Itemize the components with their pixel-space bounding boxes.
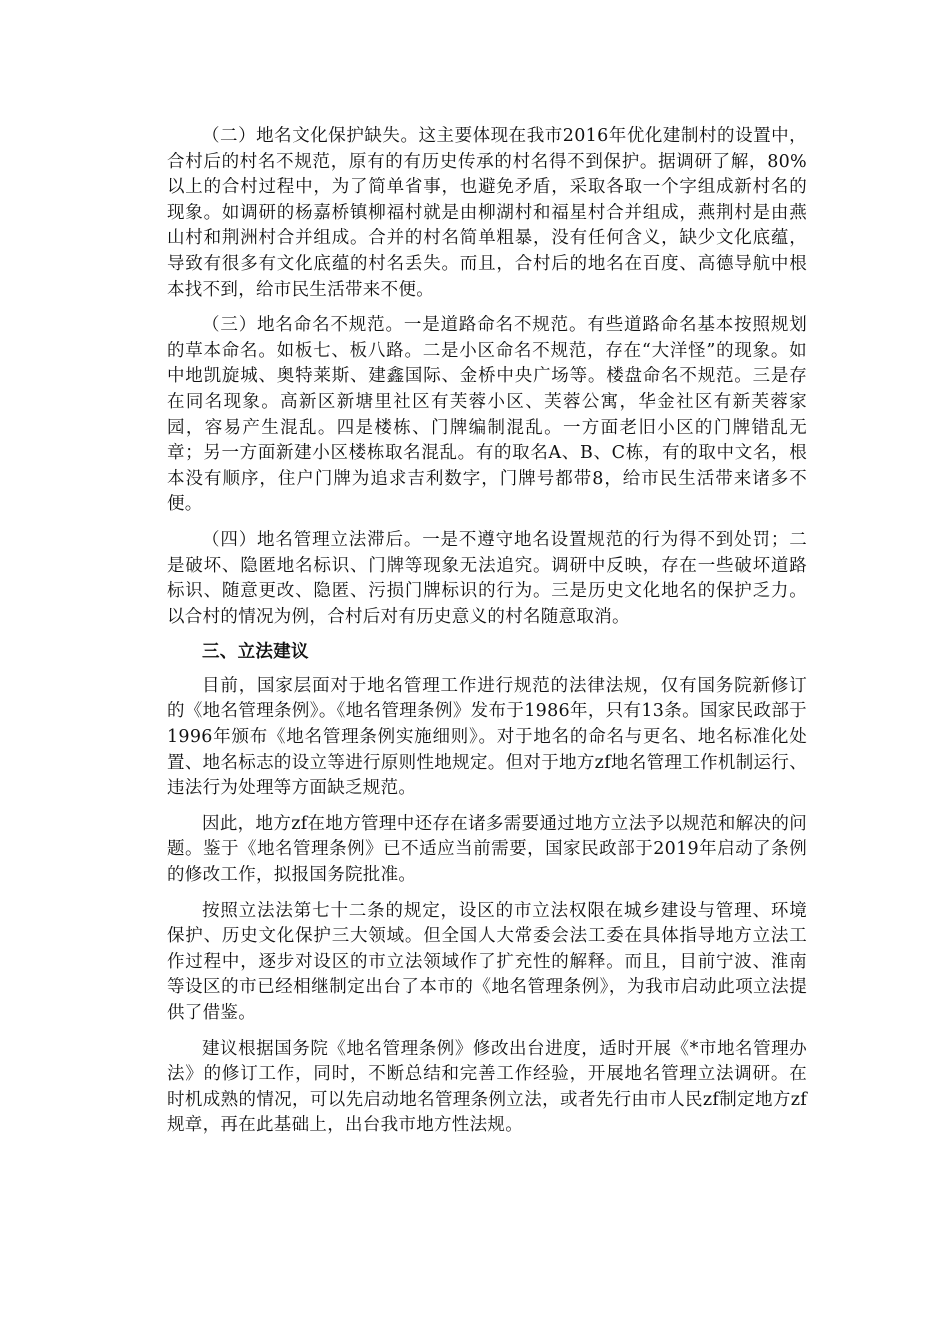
- paragraph-recommendation: 建议根据国务院《地名管理条例》修改出台进度，适时开展《*市地名管理办法》的修订工作，同时，不断总结和完善工作经验，开展地名管理立法调研。在时机成熟的情况，可以先启动地名管理条例立法，或者先行由市人民zf制定地方zf规章，再在此基础上，出台我市地方性法规。: [167, 1038, 807, 1136]
- paragraph-naming-irregular: （三）地名命名不规范。一是道路命名不规范。有些道路命名基本按照规划的草本命名。如板七、板八路。二是小区命名不规范，存在“大洋怪”的现象。如中地凯旋城、奥特莱斯、建鑫国际、金桥中央广场等。楼盘命名不规范。三是存在同名现象。高新区新塘里社区有芙蓉小区、芙蓉公寓，华金社区有新芙蓉家园，容易产生混乱。四是楼栋、门牌编制混乱。一方面老旧小区的门牌错乱无章；另一方面新建小区楼栋取名混乱。有的取名A、B、C栋，有的取中文名，根本没有顺序，住户门牌为追求吉利数字，门牌号都带8，给市民生活带来诸多不便。: [167, 315, 807, 515]
- paragraph-local-issues: 因此，地方zf在地方管理中还存在诸多需要通过地方立法予以规范和解决的问题。鉴于《地名管理条例》已不适应当前需要，国家民政部于2019年启动了条例的修改工作，拟报国务院批准。: [167, 813, 807, 886]
- paragraph-national-regulations: 目前，国家层面对于地名管理工作进行规范的法律法规，仅有国务院新修订的《地名管理条例》。《地名管理条例》发布于1986年，只有13条。国家民政部于1996年颁布《地名管理条例实施细则》。对于地名的命名与更名、地名标准化处置、地名标志的设立等进行原则性地规定。但对于地方zf地名管理工作机制运行、违法行为处理等方面缺乏规范。: [167, 675, 807, 799]
- document-page: [167, 124, 807, 1149]
- paragraph-legislation-law-article: 按照立法法第七十二条的规定，设区的市立法权限在城乡建设与管理、环境保护、历史文化保护三大领域。但全国人大常委会法工委在具体指导地方立法工作过程中，逐步对设区的市立法领域作了扩充性的解释。而且，目前宁波、淮南等设区的市已经相继制定出台了本市的《地名管理条例》，为我市启动此项立法提供了借鉴。: [167, 900, 807, 1023]
- paragraph-legislation-lag: （四）地名管理立法滞后。一是不遵守地名设置规范的行为得不到处罚；二是破坏、隐匿地名标识、门牌等现象无法追究。调研中反映，存在一些破坏道路标识、随意更改、隐匿、污损门牌标识的行为。三是历史文化地名的保护乏力。以合村的情况为例，合村后对有历史意义的村名随意取消。: [167, 529, 807, 627]
- section-heading-legislative-suggestions: 三、立法建议: [202, 642, 309, 663]
- paragraph-cultural-protection: （二）地名文化保护缺失。这主要体现在我市2016年优化建制村的设置中，合村后的村名不规范，原有的有历史传承的村名得不到保护。据调研了解，80%以上的合村过程中，为了简单省事，也避免矛盾，采取各取一个字组成新村名的现象。如调研的杨嘉桥镇柳福村就是由柳湖村和福星村合并组成，燕荆村是由燕山村和荆洲村合并组成。合并的村名简单粗暴，没有任何含义，缺少文化底蕴，导致有很多有文化底蕴的村名丢失。而且，合村后的地名在百度、高德导航中根本找不到，给市民生活带来不便。: [167, 126, 807, 300]
